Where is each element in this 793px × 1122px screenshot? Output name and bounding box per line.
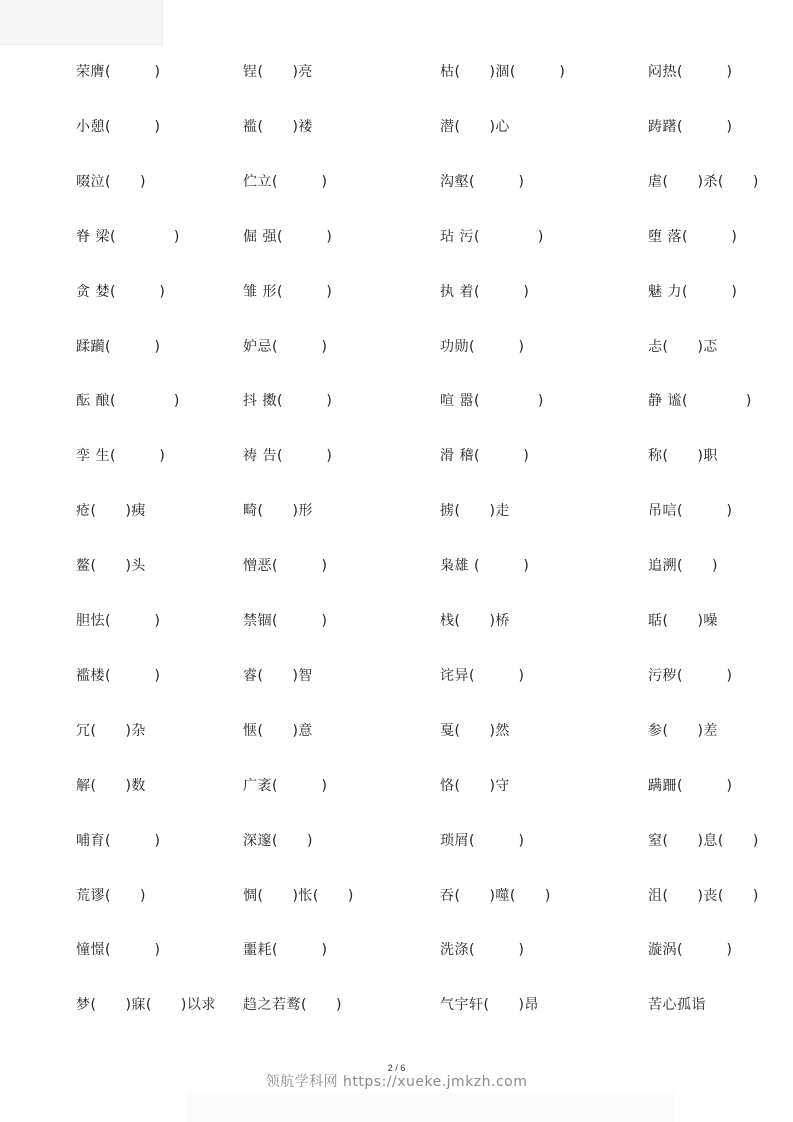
vocab-item: 玷 污( ) [440,229,544,245]
vocab-item: 疮( )痍 [76,503,146,519]
footer-band [186,1092,674,1122]
vocab-item: 漩涡( ) [648,942,733,958]
vocab-item: 蹒跚( ) [648,778,733,794]
vocab-item: 虐( )杀( ) [648,174,759,190]
vocab-item: 恪( )守 [440,778,510,794]
vocab-item: 小憩( ) [76,119,161,135]
vocab-item: 锃( )亮 [243,64,313,80]
vocab-item: 诧异( ) [440,668,525,684]
vocab-item: 参( )差 [648,723,718,739]
vocab-item: 梦( )寐( )以求 [76,997,216,1013]
vocab-item: 啜泣( ) [76,174,146,190]
vocab-item: 趋之若鹜( ) [243,997,342,1013]
vocab-item: 魅 力( ) [648,284,738,300]
vocab-item: 孪 生( ) [76,448,166,464]
vocab-item: 抖 擞( ) [243,393,333,409]
vocab-item: 琐屑( ) [440,833,525,849]
vocab-item: 哺育( ) [76,833,161,849]
vocab-item: 功勋( ) [440,339,525,355]
vocab-item: 喧 嚣( ) [440,393,544,409]
vocab-item: 污秽( ) [648,668,733,684]
vocab-item: 吞( )噬( ) [440,888,551,904]
vocab-item: 广袤( ) [243,778,328,794]
vocab-item: 荒谬( ) [76,888,146,904]
vocab-item: 称( )职 [648,448,718,464]
vocab-item: 酝 酿( ) [76,393,180,409]
vocab-item: 掳( )走 [440,503,510,519]
vocab-item: 吊唁( ) [648,503,733,519]
vocab-item: 潜( )心 [440,119,510,135]
vocab-item: 聒( )噪 [648,613,718,629]
vocab-item: 冗( )杂 [76,723,146,739]
vocab-item: 滑 稽( ) [440,448,530,464]
vocab-item: 祷 告( ) [243,448,333,464]
vocab-item: 惆( )怅( ) [243,888,354,904]
vocab-item: 苦心孤诣 [648,997,706,1013]
vocab-item: 雏 形( ) [243,284,333,300]
vocab-item: 荣膺( ) [76,64,161,80]
vocab-item: 伫立( ) [243,174,328,190]
vocab-item: 褴楼( ) [76,668,161,684]
vocab-item: 贪 婪( ) [76,284,166,300]
vocab-item: 深邃( ) [243,833,313,849]
vocab-item: 褴( )褛 [243,119,313,135]
vocab-item: 禁锢( ) [243,613,328,629]
vocab-item: 洗涤( ) [440,942,525,958]
vocab-item: 畸( )形 [243,503,313,519]
vocab-item: 枯( )涸( ) [440,64,566,80]
vocab-item: 蹂躏( ) [76,339,161,355]
vocab-item: 踌躇( ) [648,119,733,135]
vocab-item: 噩耗( ) [243,942,328,958]
site-watermark: 领航学科网 https://xueke.jmkzh.com [265,1074,528,1090]
vocab-item: 脊 梁( ) [76,229,180,245]
vocab-item: 憧憬( ) [76,942,161,958]
vocab-item: 妒忌( ) [243,339,328,355]
vocab-item: 忐( )忑 [648,339,718,355]
vocab-item: 闷热( ) [648,64,733,80]
vocab-item: 戛( )然 [440,723,510,739]
vocab-item: 窒( )息( ) [648,833,759,849]
vocab-item: 倔 强( ) [243,229,333,245]
vocab-item: 憎恶( ) [243,558,328,574]
vocab-item: 解( )数 [76,778,146,794]
vocab-item: 沟壑( ) [440,174,525,190]
vocab-item: 睿( )智 [243,668,313,684]
vocab-item: 堕 落( ) [648,229,738,245]
page-number: 2 / 6 [387,1063,406,1073]
vocab-item: 执 着( ) [440,284,530,300]
vocab-item: 栈( )桥 [440,613,510,629]
vocab-item: 胆怯( ) [76,613,161,629]
vocab-item: 气宇轩( )昂 [440,997,539,1013]
vocab-item: 惬( )意 [243,723,313,739]
vocab-item: 静 谧( ) [648,393,752,409]
vocab-item: 鳌( )头 [76,558,146,574]
vocab-item: 沮( )丧( ) [648,888,759,904]
vocab-item: 追溯( ) [648,558,718,574]
vocab-item: 枭雄 ( ) [440,558,530,574]
